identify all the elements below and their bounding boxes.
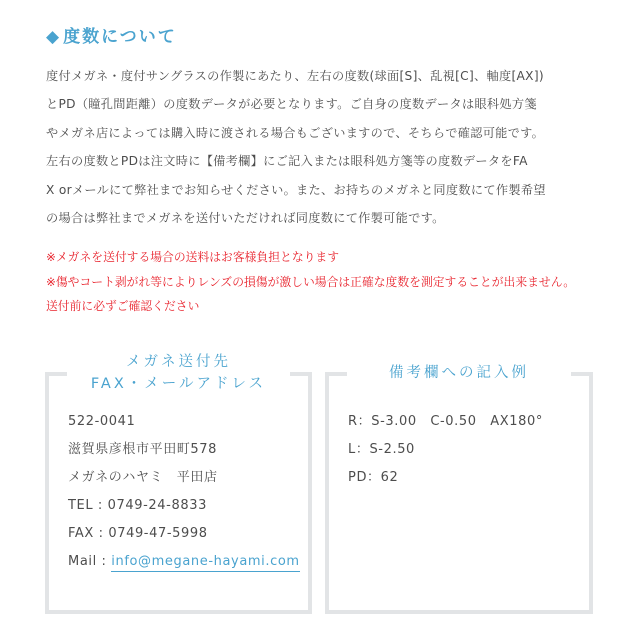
example-box-content xyxy=(348,408,543,492)
description-line: 左右の度数とPDは注文時に【備考欄】にご記入または眼科処方箋等の度数データをFA xyxy=(46,154,528,169)
remarks-example-box xyxy=(325,365,593,614)
example-line-pd: PD：62 xyxy=(348,470,399,485)
section-title xyxy=(46,22,177,47)
description-line: の場合は弊社までメガネを送付いただければ同度数にて作製可能です。 xyxy=(46,211,445,226)
section-title-text: 度数について xyxy=(63,27,177,47)
description-line: とPD（瞳孔間距離）の度数データが必要となります。ご自身の度数データは眼科処方箋 xyxy=(46,97,537,112)
warning-note: ※傷やコート剥がれ等によりレンズの損傷が激しい場合は正確な度数を測定することが出来ません。 xyxy=(46,274,576,289)
shipping-box-title-line2: FAX・メールアドレス xyxy=(90,376,267,392)
address: 滋賀県彦根市平田町578 xyxy=(68,442,218,457)
diamond-icon: ◆ xyxy=(46,27,62,47)
tel-label: TEL : xyxy=(68,498,108,513)
description-line: 度付メガネ・度付サングラスの作製にあたり、左右の度数(球面[S]、乱視[C]、軸度[AX]) xyxy=(46,69,544,83)
warning-notes xyxy=(46,245,626,319)
shipping-address-box xyxy=(45,354,312,614)
mail-label: Mail : xyxy=(68,554,112,569)
shipping-box-title-line1: メガネ送付先 xyxy=(126,354,231,370)
mail-row xyxy=(68,548,300,576)
fax-number: 0749-47-5998 xyxy=(108,526,208,541)
tel-number: 0749-24-8833 xyxy=(107,498,207,513)
example-line-right: R：S-3.00 C-0.50 AX180° xyxy=(348,414,543,429)
warning-note: ※メガネを送付する場合の送料はお客様負担となります xyxy=(46,250,340,264)
example-box-title xyxy=(329,362,589,384)
tel-row xyxy=(68,492,300,520)
shipping-box-title xyxy=(49,351,308,395)
warning-note: 送付前に必ずご確認ください xyxy=(46,299,200,313)
store-name: メガネのハヤミ 平田店 xyxy=(68,470,218,485)
fax-label: FAX : xyxy=(68,526,109,541)
shipping-box-content xyxy=(68,408,300,576)
fax-row xyxy=(68,520,300,548)
description-paragraph xyxy=(46,62,606,232)
example-line-left: L：S-2.50 xyxy=(348,442,415,457)
postal-code: 522-0041 xyxy=(68,414,136,429)
example-box-title-text: 備考欄への記入例 xyxy=(389,365,529,381)
description-line: やメガネ店によっては購入時に渡される場合もございますので、そちらで確認可能です。 xyxy=(46,125,545,140)
description-line: X orメールにて弊社までお知らせください。また、お持ちのメガネと同度数にて作製希望 xyxy=(46,182,546,197)
email-link[interactable]: info@megane-hayami.com xyxy=(111,554,299,572)
